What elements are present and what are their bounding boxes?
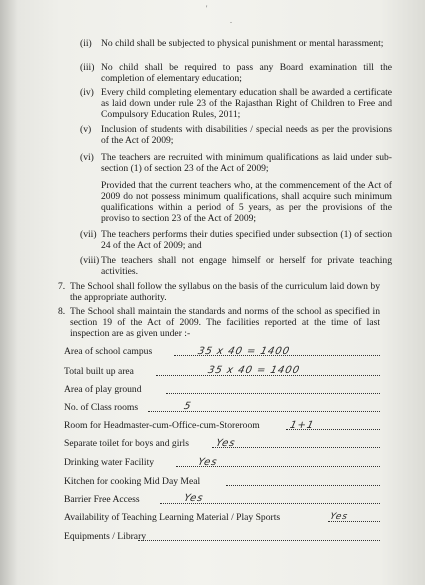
clause-label: (vi) [80,152,94,163]
scan-mark: ' [206,4,208,13]
field-play-ground-area [64,383,380,395]
clause-label: (iii) [80,62,95,73]
field-value: 35 x 40 = 1400 [206,365,302,376]
field-drinking-water [64,456,380,468]
clause-text: Inclusion of students with disabilities / special needs as per the provisions of the Act of 2009; [101,124,392,146]
field-label: Separate toilet for boys and girls [64,438,189,449]
field-label: Room for Headmaster-cum-Office-cum-Storeroom [64,420,260,431]
clause-vii [80,229,392,251]
clause-iii [80,62,392,84]
clause-v [80,124,392,146]
clause-label: (vii) [80,229,97,240]
paragraph-8 [58,306,380,339]
field-value: Yes [196,457,219,468]
field-line [226,484,380,486]
field-line [212,446,380,448]
paragraph-7 [58,281,380,303]
field-kitchen [64,475,380,487]
field-value: 35 x 40 = 1400 [196,346,292,357]
field-value: 1+1 [288,420,316,431]
clause-text: The teachers shall not engage himself or herself for private teaching activities. [101,255,392,277]
field-label: Kitchen for cooking Mid Day Meal [64,476,201,487]
field-teaching-material [64,511,380,523]
clause-text: The teachers are recruited with minimum qualifications as laid under sub-section (1) of section 23 of the Act of 2009; [101,152,392,174]
field-value: Yes [214,438,237,449]
field-label: No. of Class rooms [64,402,139,413]
scan-mark: . [230,16,232,25]
paragraph-number: 7. [58,281,66,292]
clause-text: The teachers performs their duties specified under subsection (1) of section 24 of the Act of 2009; and [101,229,392,251]
field-equipments-library [64,530,380,542]
clause-label: (ii) [80,38,92,49]
clause-text: Every child completing elementary education shall be awarded a certificate as laid down under rule 23 of the Rajasthan Right of Children to Free and Compulsory Education Rules, 2011; [101,87,392,120]
field-class-rooms [64,401,380,413]
clause-viii [80,255,392,277]
field-value: Yes [182,493,205,504]
clause-vi [80,152,392,174]
field-line [166,392,380,394]
field-barrier-free-access [64,493,380,505]
paragraph-text: The School shall follow the syllabus on the basis of the curriculum laid down by the appropriate authority. [70,281,380,303]
paragraph-text: The School shall maintain the standards and norms of the school as specified in section 19 of the Act of 2009. The facilities reported at the time of last inspection are as given under :- [70,306,380,339]
field-built-up-area [64,365,380,377]
field-value: Yes [329,512,349,522]
clause-label: (v) [80,124,92,135]
field-value: 5 [182,401,193,412]
field-label: Availability of Teaching Learning Material / Play Sports [64,512,281,523]
paragraph-number: 8. [58,306,66,317]
clause-text: No child shall be required to pass any Board examination till the completion of elementary education; [101,62,392,84]
field-label: Area of school campus [64,346,153,357]
field-label: Equipments / Library [64,531,147,542]
clause-text: No child shall be subjected to physical punishment or mental harassment; [101,38,384,49]
clause-ii [80,38,392,49]
field-line [138,539,380,541]
field-label: Area of play ground [64,384,142,395]
field-headmaster-room [64,419,380,431]
field-label: Barrier Free Access [64,494,140,505]
field-label: Total built up area [64,366,134,377]
clause-iv [80,87,392,120]
field-separate-toilet [64,437,380,449]
clause-vi-proviso: Provided that the current teachers who, at the commencement of the Act of 2009 do not possess minimum qualifications, shall acquire such minimum qualifications within a period of 5 years, as per the provisions of the proviso to section 23 of the Act of 2009; [101,180,392,224]
clause-label: (viii) [80,255,100,266]
clause-label: (iv) [80,87,94,98]
field-label: Drinking water Facility [64,457,155,468]
field-school-campus-area [64,345,380,357]
